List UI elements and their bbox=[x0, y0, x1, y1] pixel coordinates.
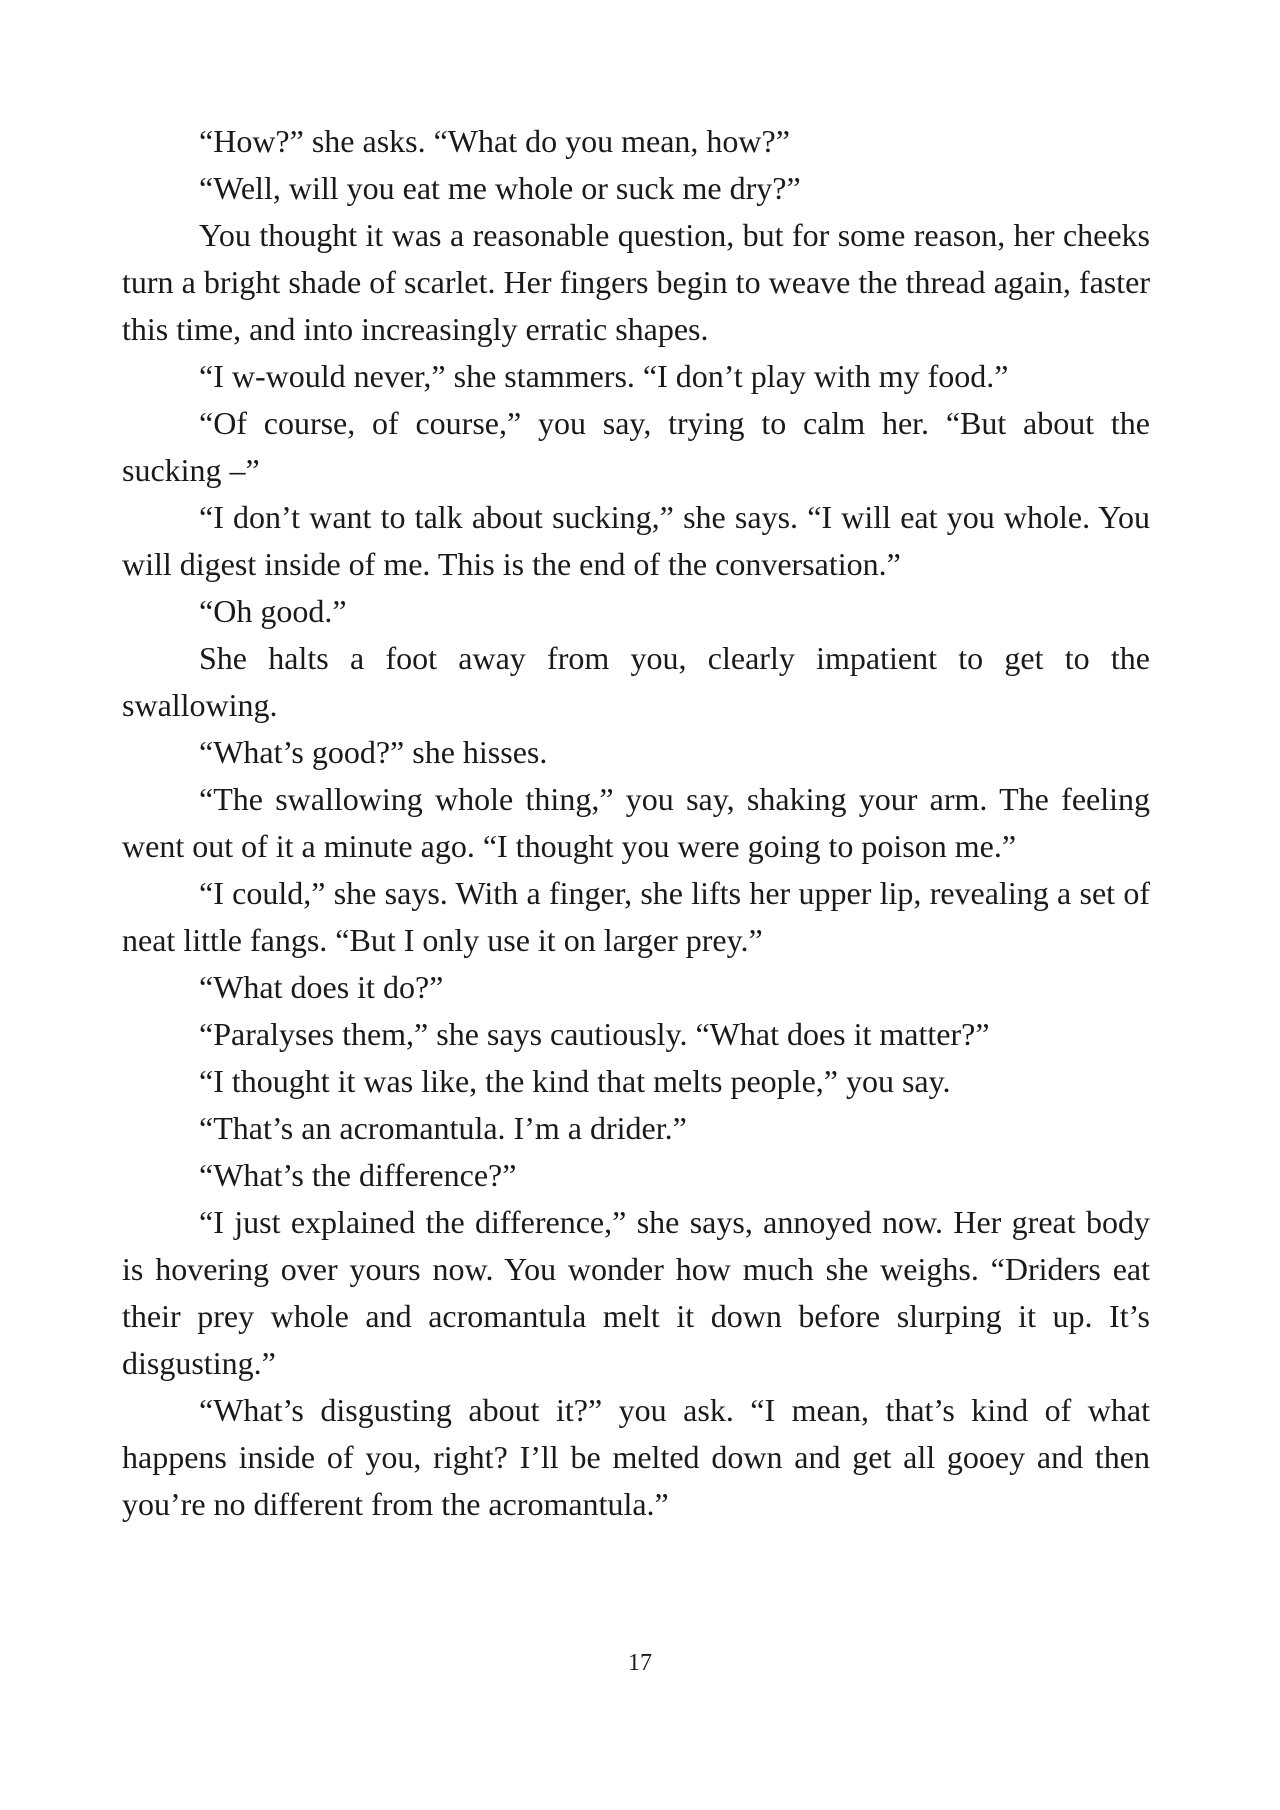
body-text bbox=[122, 118, 1150, 1528]
page-number: 17 bbox=[628, 1650, 652, 1676]
paragraph: “What’s disgusting about it?” you ask. “I mean, that’s kind of what happens inside of you, right? I’ll be melted down and get all gooey and then you’re no different from the acromantula.” bbox=[122, 1392, 1150, 1522]
paragraph: “Paralyses them,” she says cautiously. “What does it matter?” bbox=[199, 1016, 990, 1052]
paragraph: “I don’t want to talk about sucking,” she says. “I will eat you whole. You will digest inside of me. This is the end of the conversation.” bbox=[122, 499, 1150, 582]
paragraph: “Oh good.” bbox=[199, 593, 347, 629]
paragraph: You thought it was a reasonable question, but for some reason, her cheeks turn a bright shade of scarlet. Her fingers begin to weave the thread again, faster this time, and into increasingly erratic shapes. bbox=[122, 217, 1150, 347]
paragraph: “What does it do?” bbox=[199, 969, 444, 1005]
paragraph: “What’s the difference?” bbox=[199, 1157, 517, 1193]
paragraph: She halts a foot away from you, clearly impatient to get to the swallowing. bbox=[122, 640, 1150, 723]
paragraph: “Well, will you eat me whole or suck me dry?” bbox=[199, 170, 801, 206]
paragraph: “What’s good?” she hisses. bbox=[199, 734, 548, 770]
paragraph: “That’s an acromantula. I’m a drider.” bbox=[199, 1110, 687, 1146]
paragraph: “How?” she asks. “What do you mean, how?” bbox=[199, 123, 790, 159]
paragraph: “Of course, of course,” you say, trying to calm her. “But about the sucking –” bbox=[122, 405, 1150, 488]
paragraph: “I just explained the difference,” she says, annoyed now. Her great body is hovering over yours now. You wonder how much she weighs. “Driders eat their prey whole and acromantula melt it down before slurping it up. It’s disgusting.” bbox=[122, 1204, 1150, 1381]
paragraph: “I w-would never,” she stammers. “I don’t play with my food.” bbox=[199, 358, 1009, 394]
paragraph: “The swallowing whole thing,” you say, shaking your arm. The feeling went out of it a minute ago. “I thought you were going to poison me.” bbox=[122, 781, 1150, 864]
paragraph: “I could,” she says. With a finger, she lifts her upper lip, revealing a set of neat little fangs. “But I only use it on larger prey.” bbox=[122, 875, 1150, 958]
paragraph: “I thought it was like, the kind that melts people,” you say. bbox=[199, 1063, 951, 1099]
